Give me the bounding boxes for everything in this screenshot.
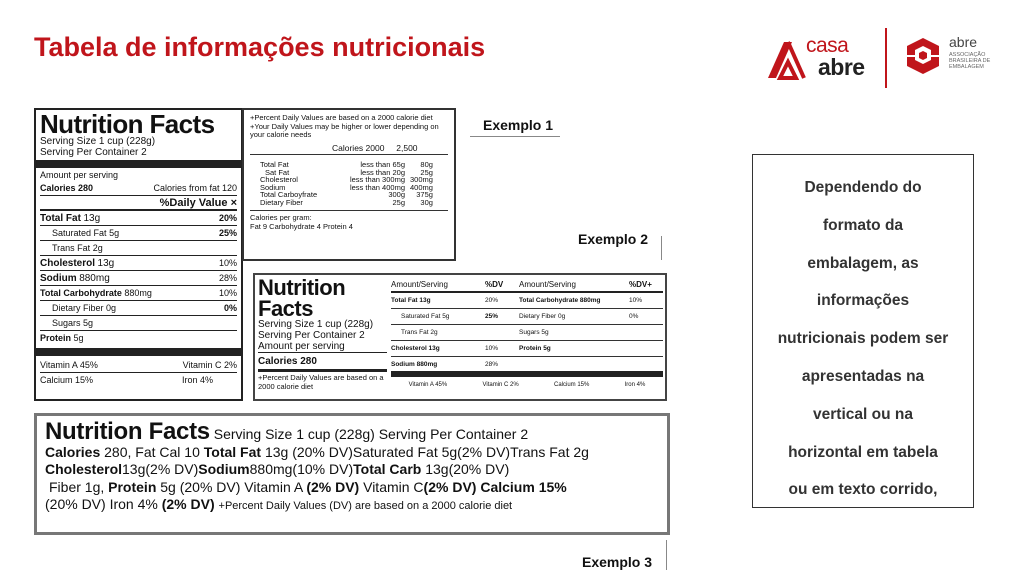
ex1-calories-fat: Calories from fat 120 — [153, 183, 237, 193]
ex1-row: Sodium 880mg 28% — [40, 273, 237, 284]
ex1-minerals-row: Calcium 15% Iron 4% — [40, 375, 213, 385]
ex1-row: Cholesterol 13g 10% — [40, 258, 237, 269]
example-2-line — [661, 236, 662, 260]
ex2-vitamins-row: Vitamin A 45% Vitamin C 2% Calcium 15% Iron 4% — [408, 382, 646, 388]
ex1-servings: Serving Per Container 2 — [40, 147, 147, 158]
footnote-table: Total Fat less than 65g 80g Sat Fat less than 20g 25g Cholesterol less than 300mg 300mg Sodium less than 400mg 400mg Total Carboyfrate 300g 375g Dietary Fiber 25g 30g — [250, 154, 448, 206]
abre-cube-icon — [903, 36, 943, 76]
ex1-row: Protein 5g — [40, 333, 84, 343]
ex1-row: Trans Fat 2g — [40, 241, 237, 256]
ex1-amount: Amount per serving — [40, 170, 119, 180]
side-explanation-box: Dependendo do formato da embalagem, as informações nutricionais podem ser apresentadas na vertical ou na horizontal em tabela ou em texto corrido, — [752, 154, 974, 508]
nutrition-label-linear: Nutrition Facts Serving Size 1 cup (228g) Serving Per Container 2 Calories 280, Fat Cal 10 Total Fat 13g (20% DV)Saturated Fat 5g(2% DV)Trans Fat 2g Cholesterol13g(2% DV)Sodium880mg(10% DV)Total Carb 13g(20% DV) Fiber 1g, Protein 5g (20% DV) Vitamin A (2% DV) Vitamin C(2% DV) Calcium 15% (20% DV) Iron 4% (2% DV) +Percent Daily Values (DV) are based on a 2000 calorie diet — [34, 413, 670, 535]
ex1-vitamins-row: Vitamin A 45% Vitamin C 2% — [40, 358, 237, 373]
example-1-underline — [470, 136, 560, 137]
ex2-title: Nutrition — [258, 275, 346, 300]
page-title: Tabela de informações nutricionais — [34, 32, 486, 62]
ex1-row: Saturated Fat 5g 25% — [40, 226, 237, 241]
ex2-table — [391, 277, 663, 393]
ex1-daily-value: %Daily Value × — [159, 197, 237, 209]
ex2-header-row: Amount/Serving %DV Amount/Serving %DV+ — [391, 277, 663, 293]
ex1-row: Dietary Fiber 0g 0% — [40, 301, 237, 316]
example-3-label: Exemplo 3 — [582, 554, 653, 570]
logo-divider — [885, 28, 887, 88]
ex1-row: Sugars 5g — [40, 316, 237, 331]
ex2-row: Cholesterol 13g 10% Protein 5g — [391, 341, 663, 357]
logo-casa-text: casa — [806, 34, 849, 57]
casa-abre-logo — [766, 32, 878, 82]
abre-logo-subtitle: ASSOCIAÇÃO BRASILEIRA DE EMBALAGEM — [949, 52, 991, 70]
ex1-row: Total Carbohydrate 880mg 10% — [40, 286, 237, 301]
abre-logo-name: abre — [949, 34, 978, 50]
example-3-line — [666, 540, 667, 570]
ex1-row: Total Fat 13g 20% — [40, 213, 237, 224]
ex3-title: Nutrition Facts — [45, 418, 210, 445]
ex1-calories: Calories 280 — [40, 183, 94, 193]
ex1-calories-row — [40, 181, 237, 196]
ex1-thick-bar-2 — [36, 348, 241, 356]
ex1-serving-size: Serving Size 1 cup (228g) — [40, 136, 156, 147]
ex2-row: Sodium 880mg 28% — [391, 357, 663, 377]
ex2-row: Saturated Fat 5g 25% Dietary Fiber 0g 0% — [391, 309, 663, 325]
logo-abre-text: abre — [818, 54, 865, 80]
example-1-label: Exemplo 1 — [483, 117, 554, 133]
ex1-dv-header — [40, 196, 237, 211]
ex2-row: Total Fat 13g 20% Total Carbohydrate 880mg 10% — [391, 293, 663, 309]
casa-abre-mark-icon — [766, 38, 806, 80]
daily-values-footnote: +Percent Daily Values are based on a 2000 calorie diet +Your Daily Values may be higher or lower depending on your calorie needs Calories 2000 2,500 Total Fat less than 65g 80g Sat Fat less than 20g 25g Cholesterol less than 300mg 300mg Sodium less than 400mg 400mg Total Carboyfrate 300g 375g Dietary Fiber 25g 30g Calories per gram: Fat 9 Carbohydrate 4 Protein 4 — [242, 108, 456, 261]
ex1-title: Nutrition Facts — [40, 109, 215, 139]
example-2-label: Exemplo 2 — [578, 231, 649, 247]
nutrition-label-vertical — [34, 108, 243, 401]
ex2-left-panel: Nutrition Facts Serving Size 1 cup (228g) Serving Per Container 2 Amount per serving Calories 280 +Percent Daily Values are based on a 2000 calorie diet — [258, 277, 387, 391]
abre-association-logo — [903, 36, 1003, 86]
nutrition-label-horizontal — [253, 273, 667, 401]
ex1-thick-bar — [36, 160, 241, 168]
ex2-row: Trans Fat 2g Sugars 5g — [391, 325, 663, 341]
